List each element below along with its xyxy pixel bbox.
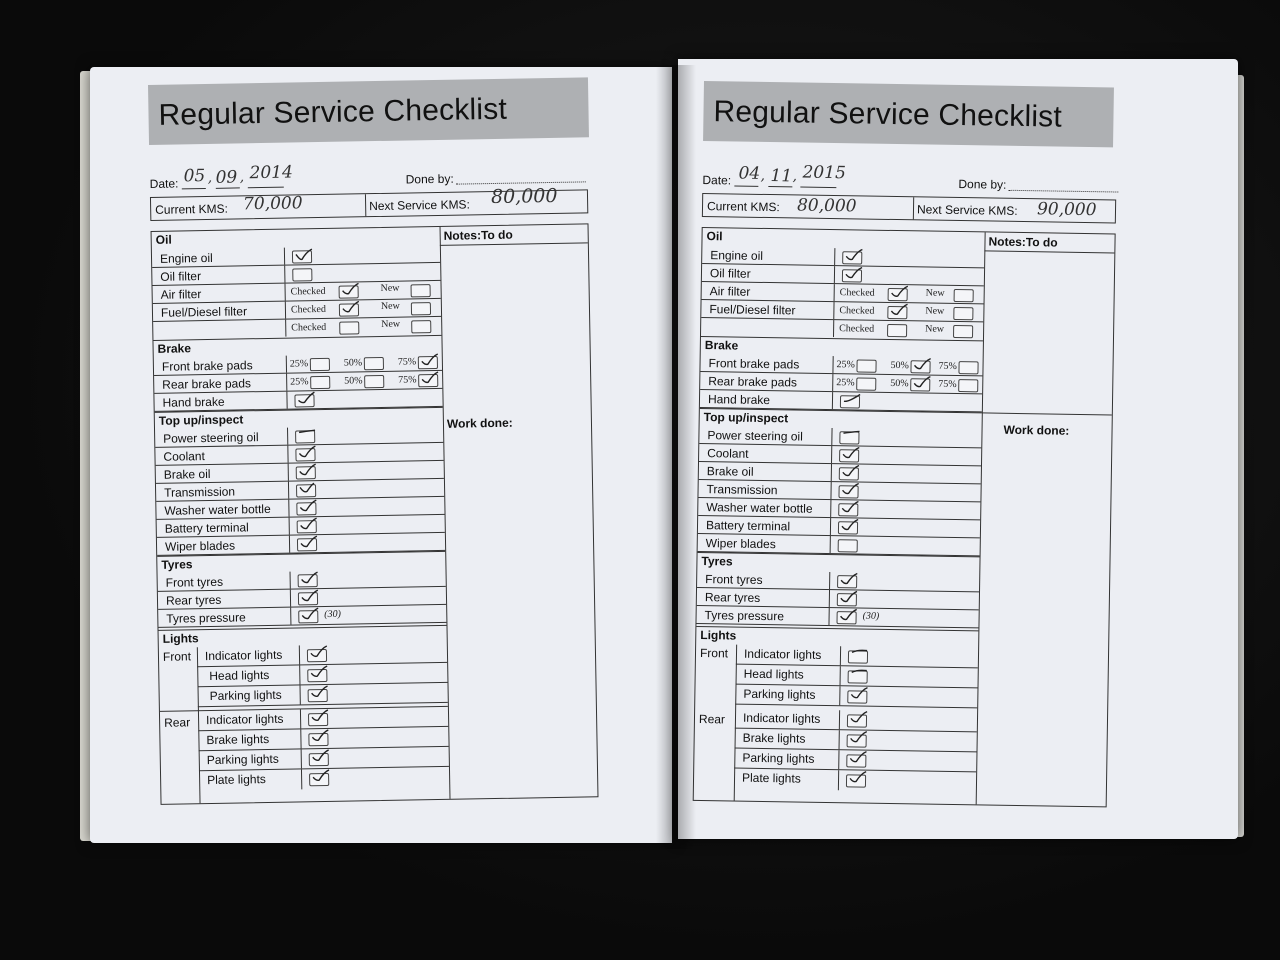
current-kms-label: Current KMS: — [706, 199, 780, 215]
current-kms-value: 70,000 — [242, 193, 303, 215]
checkbox[interactable] — [954, 289, 974, 302]
checklist-grid: Notes:To do Work done: Oil Engine oil Oil filter Air filter Checked New Fuel/Diesel filter Checked New Checked New Brake Front brake pads 25% 50% 75% Rear brake pads 25% 50% 75% Hand brake Top up/inspect Power steering oil Coolant Brake oil Transmission Washer water bottle Battery terminal Wiper blades Tyres Front tyres Rear tyres Tyres pressure (30) Lights Front Indicator lights Head lights Parking lights Rear Indicator lights Brake lights Parking lights Plate lights — [693, 227, 1116, 807]
item-coolant: Coolant — [707, 446, 749, 461]
checkbox[interactable] — [411, 302, 431, 315]
handwritten-tick — [309, 645, 329, 659]
checklist-grid: Notes:To do Work done: Oil Engine oil Oil filter Air filter Checked New Fuel/Diesel filter Checked New Checked New Brake Front brake pads 25% 50% 75% Rear brake pads 25% 50% 75% Hand brake Top up/inspect Power steering oil Coolant Brake oil Transmission Washer water bottle Battery terminal Wiper blades Tyres Front tyres Rear tyres Tyres pressure (30) Lights Front Indicator lights Head lights Parking lights Rear Indicator lights Brake lights Parking lights Plate lights — [151, 223, 599, 805]
handwritten-tick — [300, 589, 320, 603]
checkbox[interactable] — [958, 361, 978, 374]
date-day: 04 — [738, 163, 761, 184]
item-front-brake-pads: Front brake pads — [708, 356, 800, 372]
handwritten-tick — [844, 248, 864, 262]
date-label: Date: — [149, 176, 179, 191]
handwritten-tick — [844, 266, 864, 280]
checkbox[interactable] — [364, 375, 384, 388]
item-air-filter: Air filter — [160, 287, 202, 302]
item-rear-brake-lights: Brake lights — [742, 730, 806, 746]
handwritten-tick — [309, 665, 329, 679]
handwritten-tick — [841, 464, 861, 478]
checkbox[interactable] — [411, 284, 431, 297]
handwritten-tick — [300, 607, 320, 621]
item-rear-brake-lights: Brake lights — [206, 731, 270, 748]
checkbox[interactable] — [953, 325, 973, 338]
handwritten-tick — [296, 391, 316, 405]
section-lights: Lights — [162, 631, 199, 646]
item-rear-brake-pads: Rear brake pads — [708, 374, 798, 390]
date-day: 05 — [183, 166, 206, 187]
handwritten-tick — [841, 446, 861, 460]
item-washer-bottle: Washer water bottle — [164, 501, 271, 518]
lights-front-label: Front — [162, 649, 192, 664]
lights-rear-label: Rear — [164, 715, 191, 730]
date-year: 2015 — [802, 162, 846, 184]
item-engine-oil: Engine oil — [159, 250, 213, 266]
item-rear-tyres: Rear tyres — [165, 592, 222, 608]
checkbox[interactable] — [856, 359, 876, 372]
checkbox[interactable] — [310, 376, 330, 389]
item-front-brake-pads: Front brake pads — [161, 358, 253, 374]
current-kms-value: 80,000 — [796, 195, 857, 217]
handwritten-tick — [340, 282, 360, 296]
date-year: 2014 — [249, 162, 293, 184]
lights-rear-label: Rear — [698, 712, 726, 727]
item-rear-parking: Parking lights — [742, 750, 815, 766]
handwritten-tick — [841, 428, 861, 442]
section-oil: Oil — [706, 229, 723, 244]
item-oil-filter: Oil filter — [160, 269, 202, 284]
title-bar — [703, 81, 1114, 147]
item-rear-plate: Plate lights — [741, 770, 801, 786]
done-by-label: Done by: — [405, 171, 454, 187]
handwritten-tick — [849, 730, 869, 744]
handwritten-tick — [840, 518, 860, 532]
item-fuel-filter: Fuel/Diesel filter — [709, 302, 796, 318]
checklist-form-left: Regular Service Checklist Date: 05 , 09 , 2014 Done by: Current KMS: 70,000 Next Service KMS: 80,000 Notes:To do Work done: Oil Engine oil Oil filter Air filter Checked New Fuel/Diesel filter Checked New Checked New Brake Front brake pads 25% 50% 75% Rear brake pads 25% 50% 75% Hand brake Top up/inspect Power steering oil Coolant Brake oil Transmission Washer water bottle Battery terminal Wiper blades Tyres Front tyres Rear tyres Tyres pressure (30) Lights Front Indicator lights Head lights Parking lights Rear Indicator lights Brake lights Parking lights Plate lights — [148, 76, 661, 843]
done-by-label: Done by: — [958, 177, 1007, 192]
handwritten-tick — [850, 646, 870, 660]
section-lights: Lights — [700, 628, 737, 643]
handwritten-tick — [840, 482, 860, 496]
handwritten-tick — [839, 572, 859, 586]
item-tyres-pressure: Tyres pressure — [166, 610, 246, 626]
item-washer-bottle: Washer water bottle — [706, 500, 813, 516]
next-service-kms-label: Next Service KMS: — [369, 197, 470, 214]
handwritten-tick — [294, 248, 314, 262]
handwritten-tick — [840, 500, 860, 514]
handwritten-tick — [839, 590, 859, 604]
item-rear-indicator: Indicator lights — [742, 710, 821, 726]
item-front-parking: Parking lights — [209, 687, 282, 704]
open-notebook — [80, 55, 1250, 855]
item-wiper-blades: Wiper blades — [164, 538, 236, 554]
item-front-head: Head lights — [209, 667, 270, 684]
item-tyres-pressure: Tyres pressure — [704, 608, 785, 624]
tyre-pressure-value: (30) — [324, 608, 342, 621]
handwritten-tick — [842, 392, 862, 406]
item-wiper-blades: Wiper blades — [705, 536, 776, 552]
checkbox[interactable] — [310, 358, 330, 371]
kms-box — [150, 184, 588, 221]
handwritten-tick — [300, 571, 320, 585]
handwritten-tick — [299, 535, 319, 549]
date-month: 11 — [770, 166, 793, 187]
handwritten-tick — [848, 770, 868, 784]
handwritten-tick — [849, 686, 869, 700]
handwritten-tick — [310, 729, 330, 743]
handwritten-tick — [298, 463, 318, 477]
section-tyres: Tyres — [701, 554, 733, 569]
tyre-pressure-value: (30) — [862, 610, 880, 622]
checkbox[interactable] — [856, 377, 876, 390]
handwritten-tick — [420, 353, 440, 367]
checklist-form-right: Regular Service Checklist Date: 04 , 11 , 2015 Done by: Current KMS: 80,000 Next Service KMS: 90,000 Notes:To do Work done: Oil Engine oil Oil filter Air filter Checked New Fuel/Diesel filter Checked New Checked New Brake Front brake pads 25% 50% 75% Rear brake pads 25% 50% 75% Hand brake Top up/inspect Power steering oil Coolant Brake oil Transmission Washer water bottle Battery terminal Wiper blades Tyres Front tyres Rear tyres Tyres pressure (30) Lights Front Indicator lights Head lights Parking lights Rear Indicator lights Brake lights Parking lights Plate lights — [692, 81, 1204, 839]
handwritten-tick — [311, 769, 331, 783]
section-oil: Oil — [155, 232, 172, 247]
item-rear-tyres: Rear tyres — [704, 590, 761, 605]
left-page — [90, 67, 672, 843]
item-front-tyres: Front tyres — [705, 572, 763, 587]
item-front-head: Head lights — [743, 666, 804, 682]
handwritten-tick — [298, 499, 318, 513]
handwritten-tick — [311, 749, 331, 763]
handwritten-tick — [889, 303, 909, 317]
item-rear-indicator: Indicator lights — [205, 711, 284, 728]
checkbox[interactable] — [838, 539, 858, 552]
handwritten-tick — [310, 709, 330, 723]
checkbox[interactable] — [411, 320, 431, 333]
page-title: Regular Service Checklist — [158, 92, 508, 132]
next-service-kms-value: 90,000 — [1036, 199, 1097, 221]
item-fuel-filter: Fuel/Diesel filter — [160, 304, 248, 320]
item-rear-parking: Parking lights — [206, 751, 279, 768]
notes-heading: Notes:To do — [443, 227, 513, 243]
work-done-heading: Work done: — [1003, 422, 1070, 438]
item-oil-filter: Oil filter — [709, 266, 751, 281]
item-front-parking: Parking lights — [743, 686, 816, 702]
handwritten-tick — [912, 375, 932, 389]
section-brake: Brake — [157, 341, 192, 356]
item-engine-oil: Engine oil — [710, 248, 764, 263]
checkbox[interactable] — [292, 268, 312, 281]
section-top-up: Top up/inspect — [158, 412, 244, 428]
handwritten-tick — [849, 710, 869, 724]
handwritten-tick — [298, 481, 318, 495]
page-title: Regular Service Checklist — [713, 95, 1063, 134]
kms-box — [702, 193, 1116, 223]
right-page — [678, 59, 1238, 839]
item-air-filter: Air filter — [709, 284, 751, 299]
title-bar — [148, 77, 589, 145]
item-power-steering: Power steering oil — [163, 430, 259, 446]
section-top-up: Top up/inspect — [703, 410, 789, 426]
handwritten-tick — [341, 300, 361, 314]
handwritten-tick — [912, 357, 932, 371]
item-transmission: Transmission — [163, 484, 236, 500]
checkbox[interactable] — [953, 307, 973, 320]
item-transmission: Transmission — [706, 482, 778, 498]
checkbox[interactable] — [339, 321, 359, 334]
section-brake: Brake — [704, 338, 739, 353]
handwritten-tick — [297, 445, 317, 459]
handwritten-tick — [297, 427, 317, 441]
handwritten-tick — [850, 666, 870, 680]
item-power-steering: Power steering oil — [707, 428, 803, 444]
next-service-kms-value: 80,000 — [490, 184, 558, 209]
checkbox[interactable] — [958, 379, 978, 392]
item-brake-oil: Brake oil — [163, 466, 211, 482]
notes-heading: Notes:To do — [988, 234, 1058, 250]
item-coolant: Coolant — [163, 449, 205, 464]
current-kms-label: Current KMS: — [155, 201, 228, 217]
checkbox[interactable] — [364, 357, 384, 370]
handwritten-tick — [420, 371, 440, 385]
item-front-tyres: Front tyres — [165, 574, 224, 590]
work-done-heading: Work done: — [446, 415, 513, 431]
item-battery-terminal: Battery terminal — [164, 520, 249, 536]
section-tyres: Tyres — [161, 557, 193, 572]
handwritten-tick — [310, 685, 330, 699]
item-rear-brake-pads: Rear brake pads — [162, 376, 252, 392]
item-brake-oil: Brake oil — [706, 464, 754, 479]
item-battery-terminal: Battery terminal — [705, 518, 791, 534]
date-label: Date: — [702, 172, 732, 188]
item-rear-plate: Plate lights — [207, 772, 266, 788]
checkbox[interactable] — [887, 324, 907, 337]
item-hand-brake: Hand brake — [707, 392, 771, 408]
handwritten-tick — [890, 285, 910, 299]
item-front-indicator: Indicator lights — [204, 647, 283, 664]
lights-front-label: Front — [699, 646, 729, 661]
next-service-kms-label: Next Service KMS: — [916, 202, 1018, 218]
handwritten-tick — [839, 608, 859, 622]
item-hand-brake: Hand brake — [162, 394, 225, 410]
handwritten-tick — [848, 750, 868, 764]
date-month: 09 — [215, 167, 238, 188]
item-front-indicator: Indicator lights — [743, 646, 822, 662]
handwritten-tick — [299, 517, 319, 531]
